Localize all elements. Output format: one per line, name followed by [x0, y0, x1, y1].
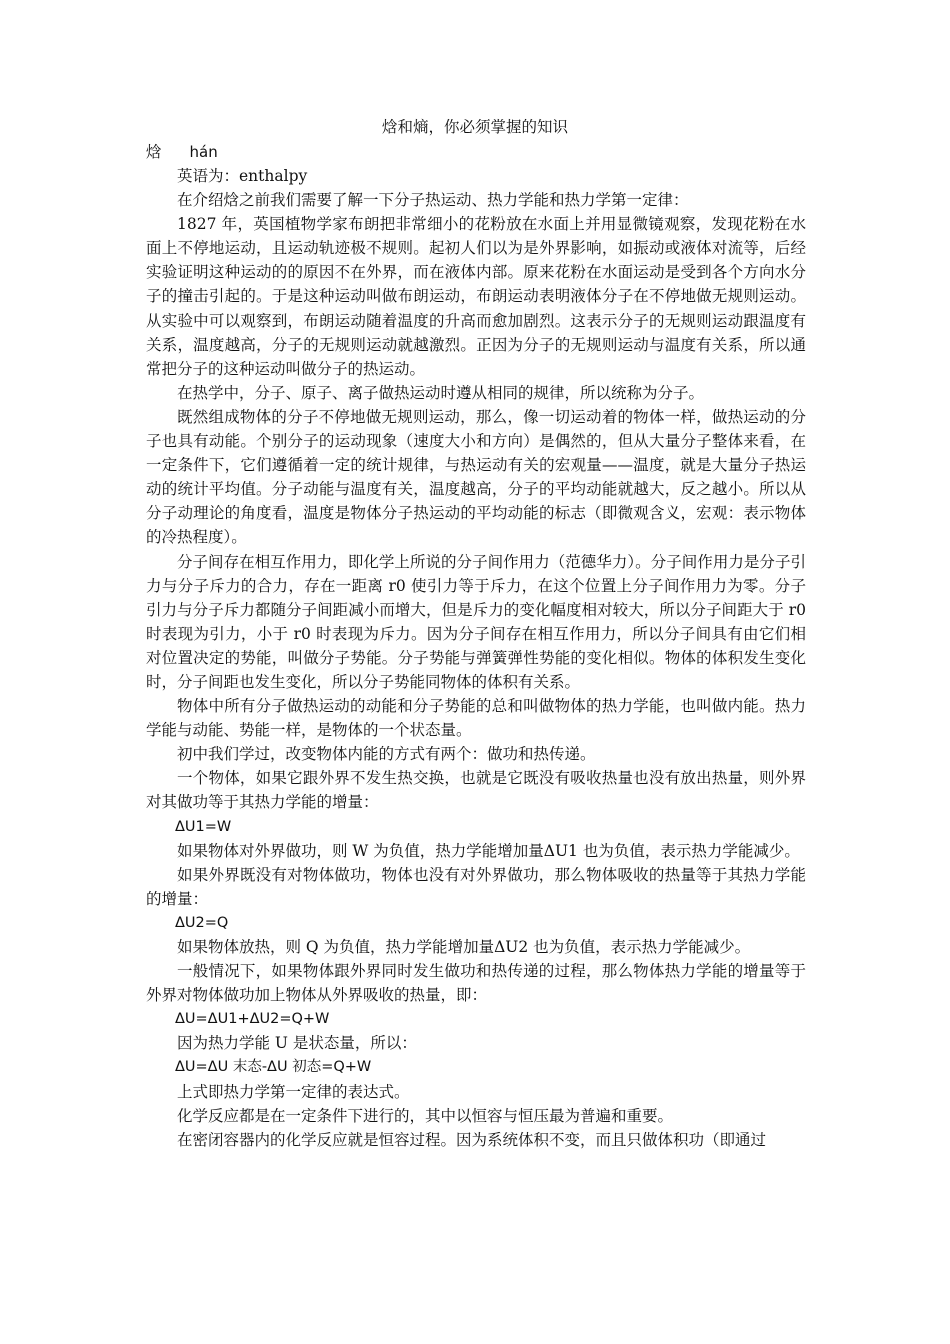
formula: ΔU=ΔU 末态-ΔU 初态=Q+W: [175, 1059, 372, 1076]
paragraph: 一个物体，如果它跟外界不发生热交换，也就是它既没有吸收热量也没有放出热量，则外界对其做功等于其热力学能的增量：: [146, 769, 806, 812]
formula: ΔU=ΔU1+ΔU2=Q+W: [175, 1011, 330, 1028]
paragraph: 如果物体对外界做功，则 W 为负值，热力学能增加量ΔU1 也为负值，表示热力学能减少。: [177, 841, 800, 860]
document-title: 焓和熵，你必须掌握的知识: [381, 118, 568, 136]
paragraph: 化学反应都是在一定条件下进行的，其中以恒容与恒压最为普遍和重要。: [177, 1106, 674, 1125]
paragraph: 因为热力学能 U 是状态量，所以：: [177, 1034, 417, 1053]
paragraph: 上式即热力学第一定律的表达式。: [177, 1082, 410, 1101]
term-character: 焓: [146, 143, 162, 161]
paragraph: 分子间存在相互作用力，即化学上所说的分子间作用力（范德华力）。分子间作用力是分子引力与分子斥力的合力，存在一距离 r0 使引力等于斥力，在这个位置上分子间作用力为零。分子引力与分子斥力都随分子间距减小而增大，但是斥力的变化幅度相对较大，所以分子间距大于 r0 时表现为引力，小于 r0 时表现为斥力。因为分子间存在相互作用力，所以分子间具有由它们相对位置决定的势能，叫做分子势能。分子势能与弹簧弹性势能的变化相似。物体的体积发生变化时，分子间距也发生变化，所以分子势能同物体的体积有关系。: [146, 552, 806, 691]
paragraph: 如果物体放热，则 Q 为负值，热力学能增加量ΔU2 也为负值，表示热力学能减少。: [177, 938, 751, 956]
paragraph: 在热学中，分子、原子、离子做热运动时遵从相同的规律，所以统称为分子。: [177, 383, 705, 402]
paragraph: 物体中所有分子做热运动的动能和分子势能的总和叫做物体的热力学能，也叫做内能。热力学能与动能、势能一样，是物体的一个状态量。: [146, 697, 806, 740]
term-pinyin: hán: [189, 143, 218, 161]
term-heading: [146, 140, 218, 164]
paragraph: 在介绍焓之前我们需要了解一下分子热运动、热力学能和热力学第一定律：: [177, 191, 689, 210]
paragraph: 在密闭容器内的化学反应就是恒容过程。因为系统体积不变，而且只做体积功（即通过: [177, 1130, 767, 1149]
formula: ΔU1=W: [175, 818, 232, 835]
paragraph: 既然组成物体的分子不停地做无规则运动，那么，像一切运动着的物体一样，做热运动的分子也具有动能。个别分子的运动现象（速度大小和方向）是偶然的，但从大量分子整体来看，在一定条件下，它们遵循着一定的统计规律，与热运动有关的宏观量——温度，就是大量分子热运动的统计平均值。分子动能与温度有关，温度越高，分子的平均动能就越大，反之越小。所以从分子动理论的角度看，温度是物体分子热运动的平均动能的标志（即微观含义，宏观：表示物体的冷热程度）。: [146, 407, 806, 547]
paragraph: 如果外界既没有对物体做功，物体也没有对外界做功，那么物体吸收的热量等于其热力学能的增量：: [146, 865, 806, 908]
paragraph: 一般情况下，如果物体跟外界同时发生做功和热传递的过程，那么物体热力学能的增量等于外界对物体做功加上物体从外界吸收的热量，即：: [146, 962, 806, 1005]
paragraph: 英语为：enthalpy: [177, 167, 308, 185]
paragraph: 1827 年，英国植物学家布朗把非常细小的花粉放在水面上并用显微镜观察，发现花粉在水面上不停地运动，且运动轨迹极不规则。起初人们以为是外界影响，如振动或液体对流等，后经实验证明这种运动的的原因不在外界，而在液体内部。原来花粉在水面运动是受到各个方向水分子的撞击引起的。于是这种运动叫做布朗运动，布朗运动表明液体分子在不停地做无规则运动。从实验中可以观察到，布朗运动随着温度的升高而愈加剧烈。这表示分子的无规则运动跟温度有关系，温度越高，分子的无规则运动就越激烈。正因为分子的无规则运动与温度有关系，所以通常把分子的这种运动叫做分子的热运动。: [146, 215, 806, 378]
document-body: [146, 164, 806, 1152]
formula: ΔU2=Q: [175, 914, 229, 931]
paragraph: 初中我们学过，改变物体内能的方式有两个：做功和热传递。: [177, 745, 596, 764]
